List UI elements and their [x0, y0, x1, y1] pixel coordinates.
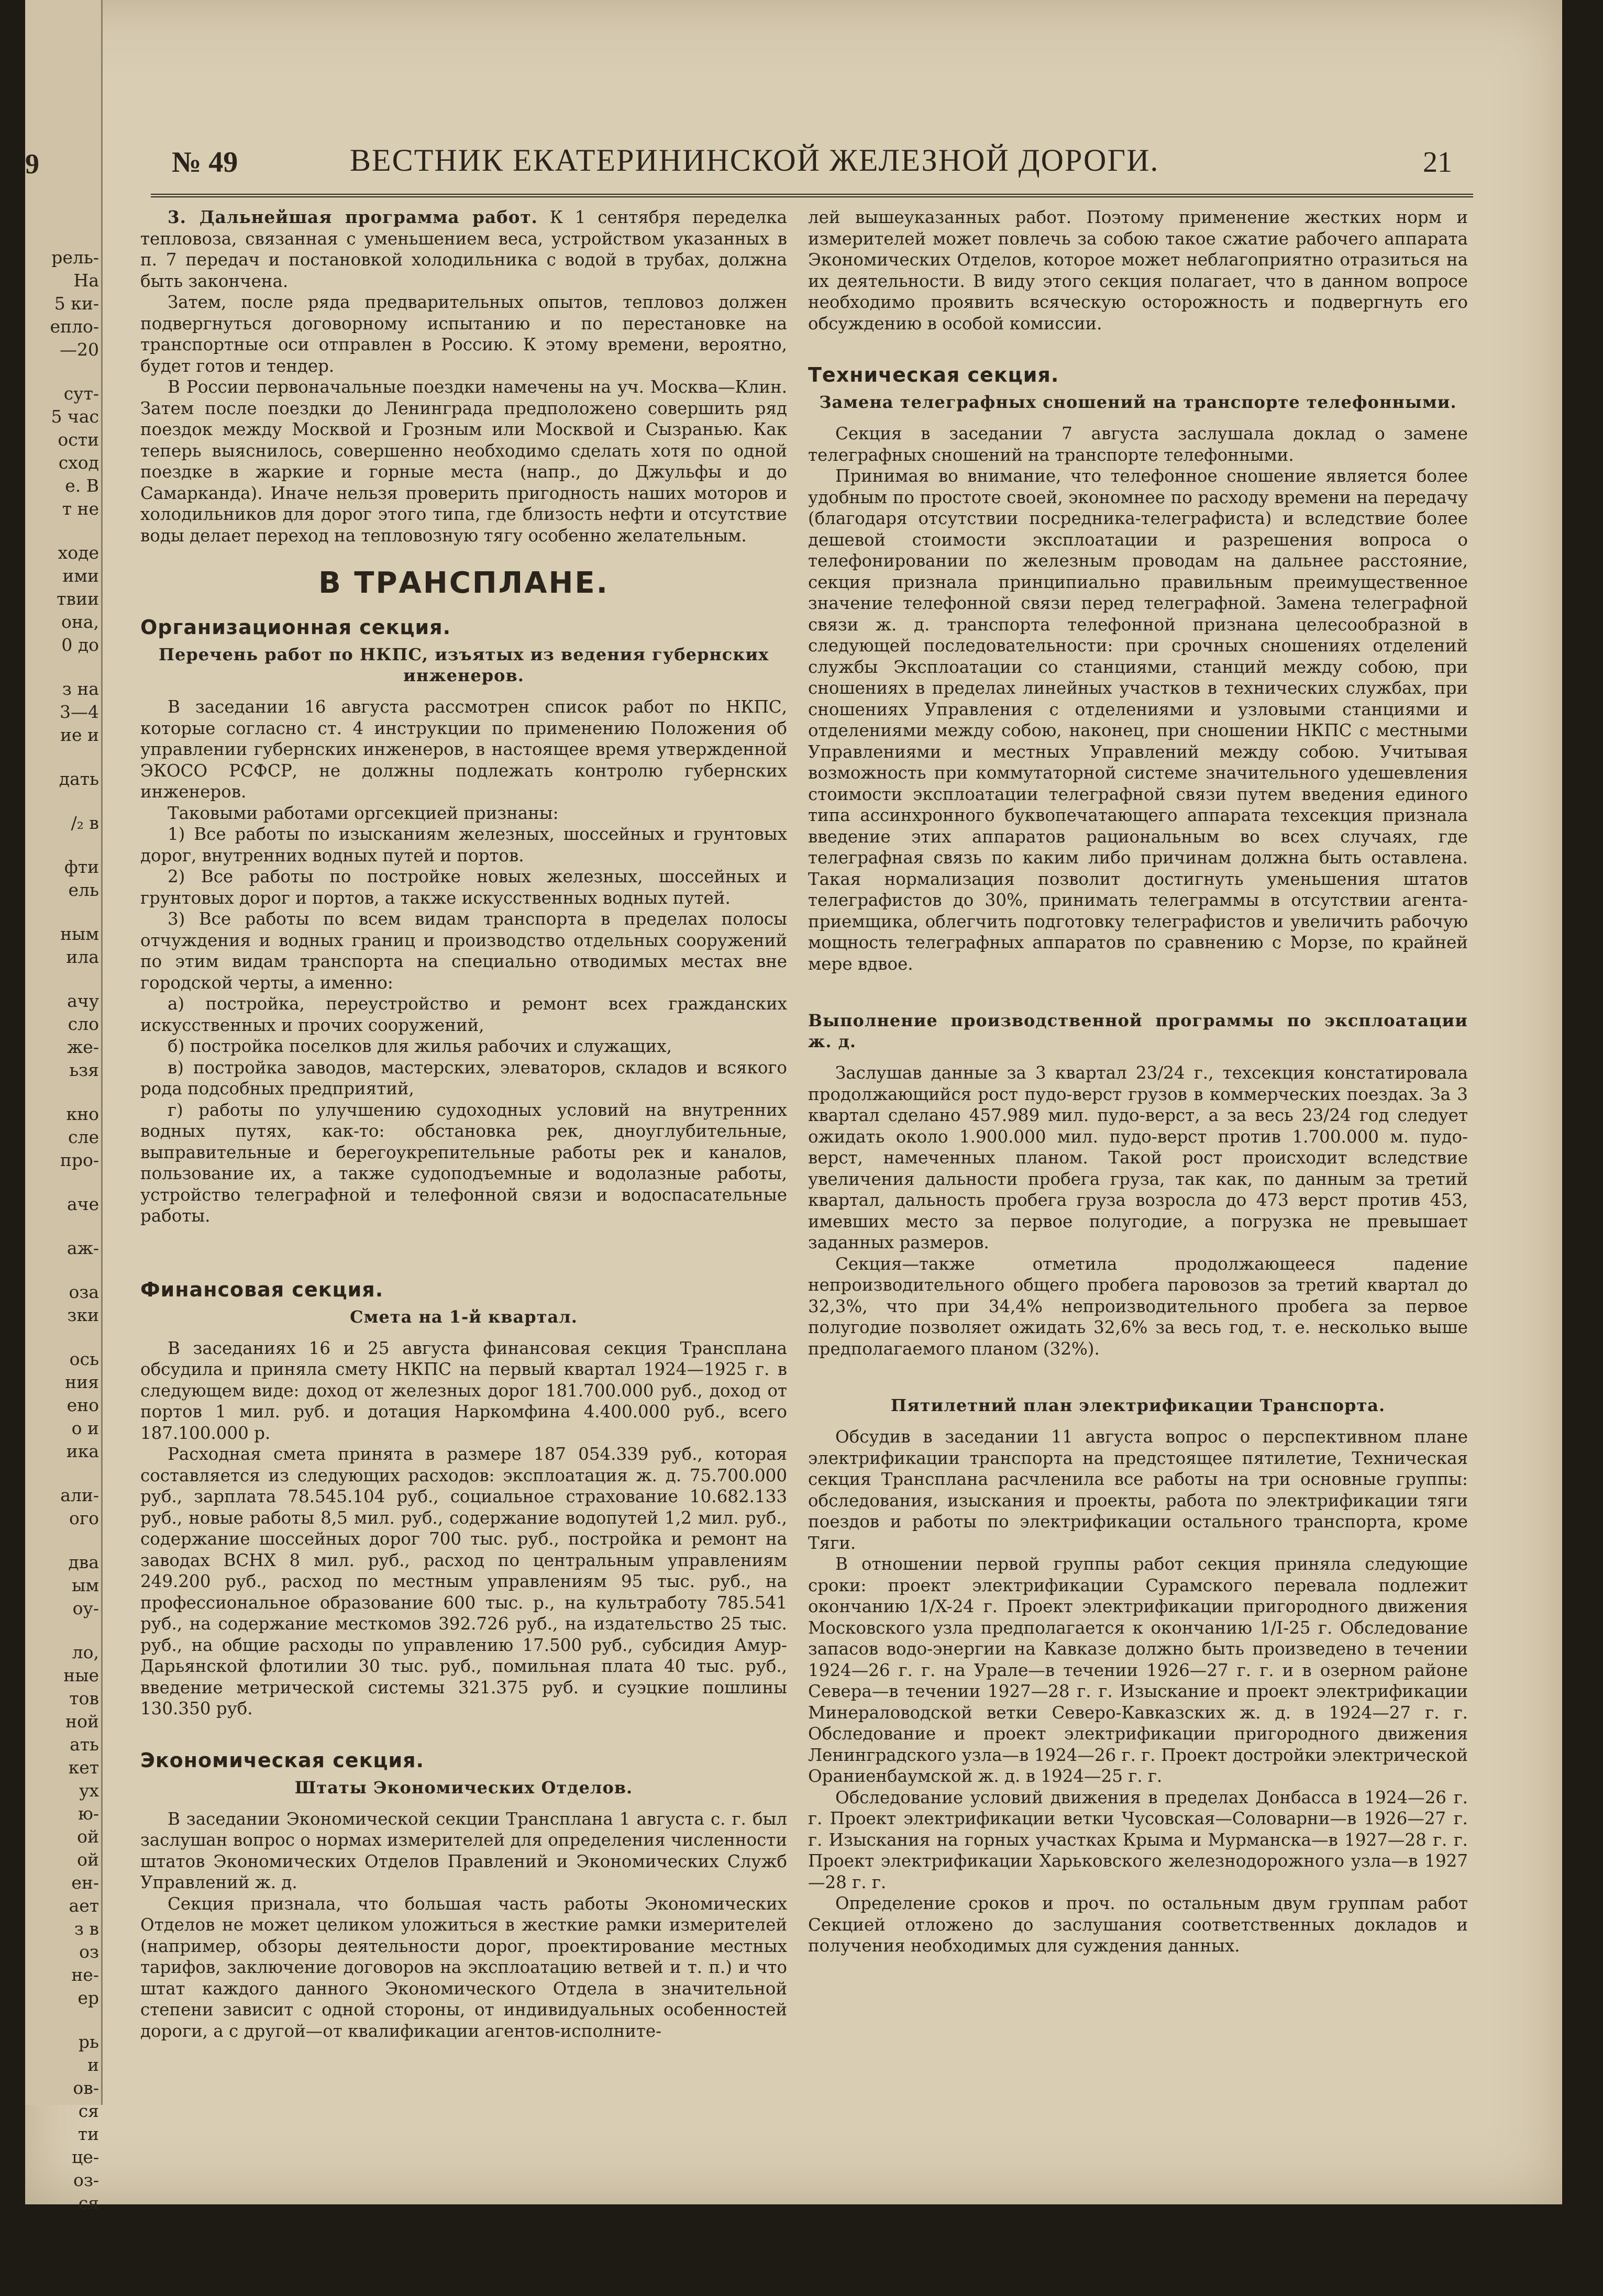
tech-subheading-1: Замена телеграфных сношений на транспорте телефонными.	[819, 392, 1457, 412]
org-subheading: Перечень работ по НКПС, изъятых из ведения губернских инженеров.	[158, 645, 769, 685]
text-fragment: оу-	[72, 1598, 99, 1618]
intro-paragraph-1: 3. Дальнейшая программа работ. К 1 сентября переделка тепловоза, связанная с уменьшением веса, устройством указанных в п. 7 передач и постановкой холодильника с водой в трубах, должна быть закончена.	[140, 207, 787, 291]
text-fragment: 5 ки-	[54, 293, 99, 314]
econ-paragraph-2: Секция признала, что большая часть работы Экономических Отделов не может целиком уложиться в жесткие рамки измерителей (например, обзоры деятельности дорог, проектирование местных тарифов, заключение договоров на эксплоатацию ветвей и т. п.) и что штат каждого данного Экономического Отдела в значительной степени зависит с одной стороны, от индивидуальных особенностей дороги, а с другой—от квалификации агентов-исполните-	[140, 1893, 787, 2041]
text-fragment: твии	[57, 589, 99, 609]
text-fragment: ной	[65, 1711, 99, 1732]
text-fragment: е. В	[65, 475, 99, 496]
main-heading: В ТРАНСПЛАНЕ.	[318, 566, 609, 600]
econ-subheading: Штаты Экономических Отделов.	[294, 1777, 633, 1798]
previous-page-number: 9	[25, 148, 39, 180]
text-fragment: ой	[77, 1826, 99, 1847]
text-fragment: кно	[66, 1104, 99, 1124]
text-fragment: ой	[77, 1849, 99, 1870]
text-fragment: т не	[62, 498, 99, 519]
text-fragment: це-	[72, 2147, 99, 2167]
text-fragment: тов	[69, 1688, 99, 1709]
text-fragment: /₂ в	[71, 813, 99, 833]
text-fragment: кет	[68, 1757, 99, 1778]
org-paragraph-8: в) постройка заводов, мастерских, элеваторов, складов и всякого рода подсобных предприятий,	[140, 1057, 787, 1099]
intro-paragraph-2: Затем, после ряда предварительных опытов, тепловоз должен подвергнуться договорному испытанию и по перестановке на транспортные оси отправлен в Россию. К этому времени, вероятно, будет готов и тендер.	[140, 292, 787, 376]
text-fragment: ен-	[71, 1872, 99, 1893]
org-paragraph-3: 1) Все работы по изысканиям железных, шоссейных и грунтовых дорог, внутренних водных путей и портов.	[140, 824, 787, 866]
text-fragment: сут-	[63, 383, 99, 404]
newspaper-page	[25, 0, 1562, 2213]
text-fragment: и	[87, 2055, 99, 2075]
text-fragment: не-	[71, 1965, 99, 1985]
text-fragment: ю-	[78, 1803, 99, 1824]
previous-page-text-fragments	[28, 246, 99, 2215]
text-fragment: аж-	[67, 1238, 99, 1258]
text-fragment: ать	[70, 1734, 99, 1755]
text-fragment: 5 час	[51, 406, 99, 427]
tech-subheading-2: Выполнение производственной программы по эксплоатации ж. д.	[808, 1011, 1468, 1051]
text-fragment: ает	[69, 1895, 99, 1916]
text-fragment: она,	[61, 612, 99, 632]
text-fragment: два	[68, 1552, 99, 1572]
text-fragment: ьзя	[69, 1060, 99, 1080]
text-fragment: фти	[64, 857, 99, 877]
text-fragment: сло	[68, 1014, 99, 1034]
text-fragment: ния	[65, 1372, 99, 1392]
text-fragment: оз-	[73, 2170, 99, 2190]
text-fragment: ся	[78, 2101, 99, 2121]
text-fragment: 0 до	[61, 635, 99, 655]
text-fragment: рель-	[51, 247, 99, 268]
org-paragraph-6: а) постройка, переустройство и ремонт всех гражданских искусственных и прочих сооружений,	[140, 994, 787, 1035]
org-paragraph-1: В заседании 16 августа рассмотрен список работ по НКПС, которые согласно ст. 4 инструкции по применению Положения об управлении губернских инженеров, в настоящее время утвержденной ЭКОСО РСФСР, не должны подлежать контролю губернских инженеров.	[140, 697, 787, 802]
text-fragment: ов-	[73, 2078, 99, 2098]
text-fragment: ло,	[72, 1642, 99, 1662]
text-fragment: ось	[69, 1349, 99, 1369]
tech-s3-paragraph-3: Обследование условий движения в пределах Донбасса в 1924—26 г. г. Проект электрификации ветки Чусовская—Соловарни—в 1926—27 г. г. Изыскания на горных участках Крыма и Мурманска—в 1927—28 г. г. Проект электрификации Харьковского железнодорожного узла—в 1927—28 г. г.	[808, 1787, 1468, 1892]
text-fragment: ым	[72, 1575, 99, 1595]
tech-s3-paragraph-4: Определение сроков и проч. по остальным двум группам работ Секцией отложено до заслушания соответственных докладов и получения необходимых для суждения данных.	[808, 1893, 1468, 1956]
text-fragment: али-	[60, 1485, 99, 1505]
econ-section-heading: Экономическая секция.	[140, 1748, 424, 1772]
text-fragment: рь	[78, 2032, 99, 2052]
text-fragment: дать	[59, 769, 99, 789]
text-fragment: ими	[62, 565, 99, 586]
previous-page-edge	[25, 0, 103, 2213]
text-fragment: оз	[79, 1942, 99, 1962]
journal-title: ВЕСТНИК ЕКАТЕРИНИНСКОЙ ЖЕЛЕЗНОЙ ДОРОГИ.	[350, 143, 1159, 178]
tech-section-heading: Техническая секция.	[808, 363, 1059, 386]
text-fragment: На	[73, 270, 99, 291]
tech-s3-paragraph-2: В отношении первой группы работ секция приняла следующие сроки: проект электрификации Сурамского перевала подлежит окончанию 1/X-24 г. Проект электрификации пригородного движения Московского узла предполагается к окончанию 1/I-25 г. Обследование запасов водо-энергии на Кавказе должно быть произведено в течении 1924—26 г. г. на Урале—в течении 1926—27 г. г. и в озерном районе Севера—в течении 1927—28 г. г. Изыскание и проект электрификации Минераловодской ветки Северо-Кавказских ж. д. в 1924—27 г. г. Обследование и проект электрификации пригородного движения Ленинградского узла—в 1924—26 г. г. Проект достройки электрической Ораниенбаумской ж. д. в 1924—25 г. г.	[808, 1554, 1468, 1786]
text-fragment: же-	[67, 1037, 99, 1057]
text-fragment: ачу	[67, 991, 99, 1011]
issue-number: № 49	[172, 146, 238, 179]
page-header	[151, 136, 1473, 197]
text-fragment: ила	[66, 947, 99, 967]
tech-s2-paragraph-1: Заслушав данные за 3 квартал 23/24 г., техсекция констатировала продолжающийся рост пудо-верст грузов в коммерческих поездах. За 3 квартал сделано 457.989 мил. пудо-верст, а за весь 23/24 год следует ожидать около 1.900.000 мил. пудо-верст против 1.700.000 м. пудо-верст, намеченных планом. Такой рост происходит вследствие увеличения дальности пробега груза, так как, по данным за третий квартал, дальность пробега груза возросла до 473 верст против 453, имевших место за первое полугодие, а погрузка не превышает заданных размеров.	[808, 1063, 1468, 1252]
page-number: 21	[1423, 146, 1452, 179]
text-fragment: епло-	[50, 316, 99, 337]
org-paragraph-2: Таковыми работами оргсекцией признаны:	[168, 803, 559, 823]
text-fragment: ости	[58, 429, 99, 450]
tech-s3-paragraph-1: Обсудив в заседании 11 августа вопрос о перспективном плане электрификации транспорта на предстоящее пятилетие, Техническая секция Трансплана расчленила все работы на три основные группы: обследования, изыскания и проекты, работа по электрификации тяги поездов и работы по электрификации остального транспорта, кроме Тяги.	[808, 1427, 1468, 1553]
fin-subheading: Смета на 1-й квартал.	[350, 1306, 578, 1327]
text-fragment: ти	[78, 2124, 99, 2144]
text-fragment: —20	[60, 339, 99, 360]
text-fragment: аче	[67, 1194, 99, 1214]
text-fragment: сле	[68, 1127, 99, 1147]
text-fragment: о и	[71, 1418, 99, 1438]
org-paragraph-4: 2) Все работы по постройке новых железных, шоссейных и грунтовых дорог и портов, а также искусственных водных путей.	[140, 867, 787, 908]
text-fragment: ель	[68, 880, 99, 900]
text-fragment: ся	[78, 2193, 99, 2213]
text-fragment: оза	[69, 1282, 99, 1302]
intro-paragraph-3: В России первоначальные поездки намечены на уч. Москва—Клин. Затем после поездки до Ленинграда предположено совершить ряд поездок между Москвой и Грозным или Москвой и Сызранью. Как теперь выяснилось, совершенно необходимо сделать хотя по одной поездке в жаркие и горные места (напр., до Джульфы и до Самарканда). Иначе нельзя проверить пригодность наших моторов и холодильников для дорог этого типа, где близость нефти и отсутствие воды делает переход на тепловозную тягу особенно желательным.	[140, 377, 787, 546]
tech-s2-paragraph-2: Секция—также отметила продолжающееся падение непроизводительного общего пробега паровозов за третий квартал до 32,3%, что при 34,4% непроизводительного пробега за первое полугодие позволяет ожидать 32,6% за весь год, т. е. несколько выше предполагаемого планом (32%).	[808, 1254, 1468, 1359]
tech-s1-paragraph-1: Секция в заседании 7 августа заслушала доклад о замене телеграфных сношений на транспорте телефонными.	[808, 424, 1468, 465]
text-fragment: ено	[67, 1395, 99, 1415]
text-fragment: сход	[58, 452, 99, 473]
text-fragment: ика	[66, 1441, 99, 1461]
tech-subheading-3: Пятилетний план электрификации Транспорта.	[890, 1395, 1386, 1415]
text-fragment: 3—4	[60, 702, 99, 722]
econ-continuation: лей вышеуказанных работ. Поэтому применение жестких норм и измерителей может повлечь за собою такое сжатие рабочего аппарата Экономических Отделов, которое может неблагоприятно отразиться на их деятельности. В виду этого секция полагает, что в данном вопросе необходимо проявить всяческую осторожность и подвергнуть его обсуждению в особой комиссии.	[808, 207, 1468, 334]
text-fragment: ходе	[58, 542, 99, 563]
text-fragment: ие и	[60, 725, 99, 745]
org-paragraph-9: г) работы по улучшению судоходных условий на внутренних водных путях, как-то: обстановка рек, дноуглубительные, выправительные и берегоукрепительные работы рек и каналов, пользование их, а также судоподъемные и водолазные работы, устройство телеграфной и телефонной связи и водоспасательные работы.	[140, 1100, 787, 1226]
text-fragment: ер	[78, 1988, 99, 2008]
econ-paragraph-1: В заседании Экономической секции Трансплана 1 августа с. г. был заслушан вопрос о нормах измерителей для определения численности штатов Экономических Отделов Правлений и Экономических Служб Управлений ж. д.	[140, 1809, 787, 1892]
tech-s1-paragraph-2: Принимая во внимание, что телефонное сношение является более удобным по простоте своей, экономнее по расходу времени на передачу (благодаря отсутствии посредника-телеграфиста) и вследствие более дешевой стоимости эксплоатации и разрешения вопроса о телефонировании по железным проводам на дальнее расстояние, секция признала принципиально правильным преимущественное значение телефонной связи перед телеграфной. Замена телеграфной связи ж. д. транспорта телефонной признана целесообразной в следующей последовательности: при срочных сношениях отделений службы Эксплоатации со станциями, станций между собою, при сношениях в пределах линейных участков в технических службах, при сношениях Управления с отделениями и узловыми станциями и отделениями между собою, наконец, при сношении НКПС с местными Управлениями и местных Управлений между собою. Учитывая возможность при коммутаторной системе значительного удешевления стоимости эксплоатации телеграфной связи путем введения единого типа ассинхронного буквопечатающего аппарата техсекция признала введение этих аппаратов рациональным во всех случаях, где телеграфная связь по каким либо причинам должна быть оставлена. Такая нормализация позволит достигнуть уменьшения штатов телеграфистов до 30%, принимать телеграммы в отсутствии агента-приемщика, облегчить подготовку телеграфистов и увеличить рабочую мощность телеграфных аппаратов по сравнению с Морзе, по крайней мере вдвое.	[808, 466, 1468, 974]
org-paragraph-7: б) постройка поселков для жилья рабочих и служащих,	[168, 1036, 672, 1056]
text-fragment: ные	[63, 1665, 99, 1685]
org-section-heading: Организационная секция.	[140, 616, 451, 639]
fin-paragraph-2: Расходная смета принята в размере 187 054.339 руб., которая составляется из следующих расходов: эксплоатация ж. д. 75.700.000 руб., зарплата 78.545.104 руб., социальное страхование 10.682.133 руб., новые работы 8,5 мил. руб., содержание водопутей 1,2 мил. руб., содержание шоссейных дорог 700 тыс. руб., постройка и ремонт на заводах ВСНХ 8 мил. руб., расход по центральным управлениям 249.200 руб., расход по местным управлениям 95 тыс. руб., на профессиональное образование 600 тыс. р., на культработу 785.541 руб., на содержание месткомов 392.726 руб., на издательство 25 тыс. руб., на общие расходы по управлению 17.500 руб., субсидия Амур-Дарьянской флотилии 30 тыс. руб., помильная плата 40 тыс. руб., введение метрической системы 321.375 руб. и суэцкие пошлины 130.350 руб.	[140, 1444, 787, 1718]
right-column	[808, 207, 1468, 1957]
text-fragment: ого	[69, 1508, 99, 1528]
fin-paragraph-1: В заседаниях 16 и 25 августа финансовая секция Трансплана обсудила и приняла смету НКПС на первый квартал 1924—1925 г. в следующем виде: доход от железных дорог 181.700.000 руб., доход от портов 1 мил. руб. и дотация Наркомфина 4.400.000 руб., всего 187.100.000 р.	[140, 1338, 787, 1443]
fin-section-heading: Финансовая секция.	[140, 1278, 384, 1301]
text-fragment: про-	[60, 1150, 99, 1170]
text-fragment: ным	[60, 924, 99, 944]
org-paragraph-5: 3) Все работы по всем видам транспорта в пределах полосы отчуждения и водных границ и производство отдельных сооружений по этим видам транспорта на специально отводимых местах вне городской черты, а именно:	[140, 909, 787, 993]
text-fragment: з в	[74, 1918, 99, 1939]
left-column	[140, 207, 787, 2042]
text-fragment: ух	[79, 1780, 99, 1801]
text-fragment: зки	[67, 1305, 99, 1325]
text-fragment: з на	[62, 679, 99, 699]
